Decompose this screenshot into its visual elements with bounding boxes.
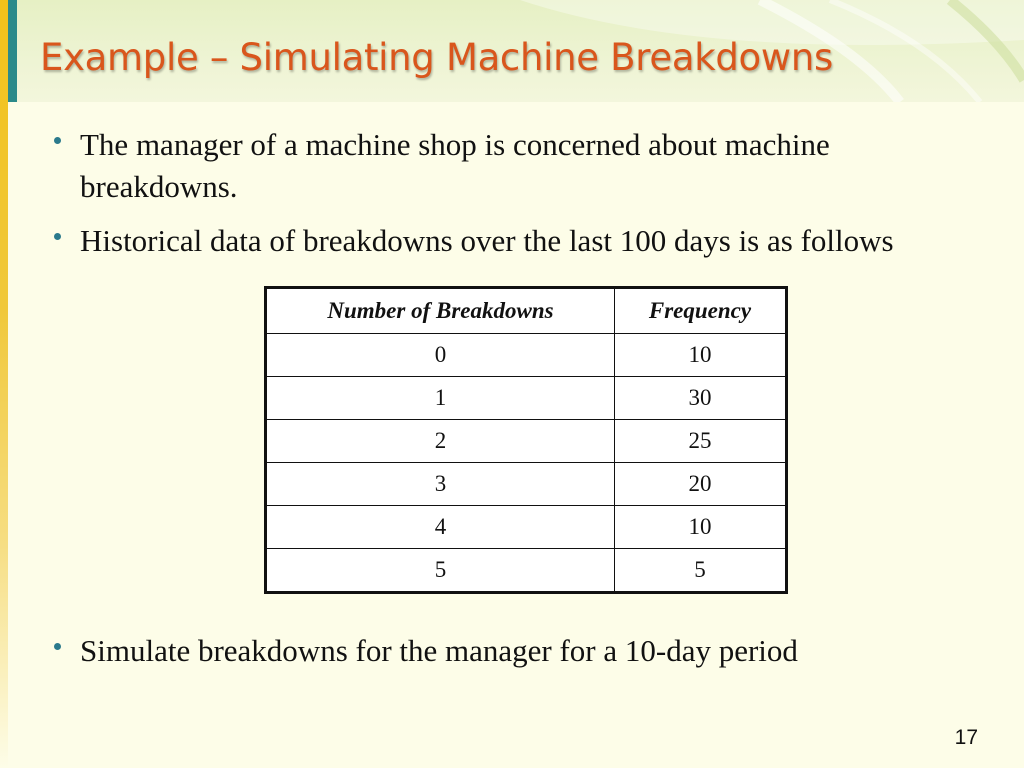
column-header-breakdowns: Number of Breakdowns [266,288,615,334]
bullet-dot-icon [54,233,61,240]
bullet-dot-icon [54,137,61,144]
table-cell-breakdowns: 4 [266,506,615,549]
bullet-item-3 [80,630,1020,672]
bullet-text: Historical data of breakdowns over the last 100 days is as follows [80,223,894,258]
table-cell-breakdowns: 2 [266,420,615,463]
table-row [266,334,787,377]
table-cell-frequency: 5 [615,549,787,593]
table-row [266,377,787,420]
table-cell-frequency: 10 [615,506,787,549]
table-cell-breakdowns: 3 [266,463,615,506]
table-cell-breakdowns: 0 [266,334,615,377]
side-accent-strip [0,0,8,768]
bullet-text: Simulate breakdowns for the manager for a 10-day period [80,633,798,668]
bullet-item-1 [80,124,980,208]
table-cell-frequency: 20 [615,463,787,506]
side-accent-teal [8,0,17,102]
bullet-text: The manager of a machine shop is concerned about machine breakdowns. [80,127,830,204]
table-cell-breakdowns: 5 [266,549,615,593]
page-number: 17 [954,726,978,749]
breakdown-frequency-table [264,286,788,594]
bullet-item-2 [80,220,1010,262]
table-cell-frequency: 25 [615,420,787,463]
slide-title: Example – Simulating Machine Breakdowns [40,36,833,79]
bullet-dot-icon [54,643,61,650]
table-cell-frequency: 10 [615,334,787,377]
table-cell-breakdowns: 1 [266,377,615,420]
table-cell-frequency: 30 [615,377,787,420]
table-row [266,549,787,593]
table-row [266,420,787,463]
table-header-row [266,288,787,334]
table-row [266,506,787,549]
table-row [266,463,787,506]
column-header-frequency: Frequency [615,288,787,334]
